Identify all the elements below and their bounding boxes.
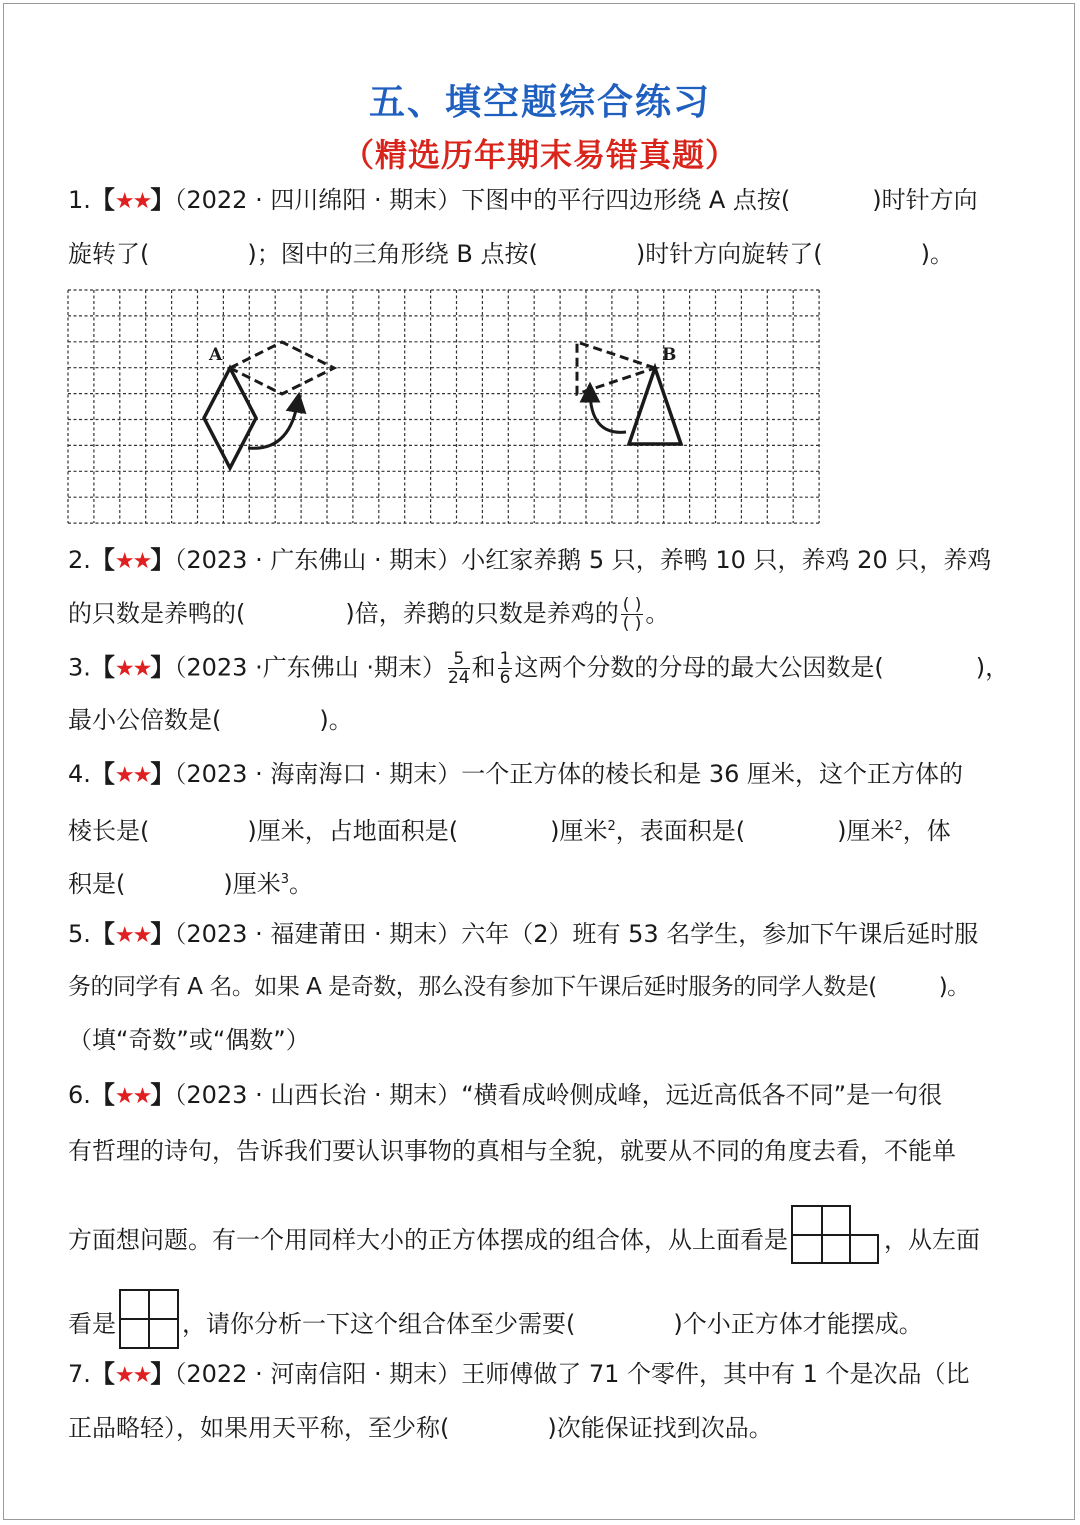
q3-and: 和 [471,653,496,682]
q2-text-a: 小红家养鹅 5 只，养鸭 10 只，养鸡 20 只，养鸡 [461,546,992,574]
q4-sup-2a: 2 [607,819,616,834]
q4-text-j: 。 [289,870,314,898]
q6-bracket-open: 【 [90,1081,115,1109]
q6-text-b: 有哲理的诗句，告诉我们要认识事物的真相与全貌，就要从不同的角度去看，不能单 [68,1137,956,1165]
dashed-grid [68,290,819,523]
q6-text-g: )个小正方体才能摆成。 [673,1310,923,1338]
q4-bracket-open: 【 [90,760,115,788]
q2-frac-numerator: ( ) [622,595,642,615]
q1-text-c: 旋转了( [68,240,150,268]
q2-text-d: 。 [645,599,670,628]
q6-difficulty-stars: ★★ [114,1084,151,1109]
q2-text-c: )倍，养鹅的只数是养鸡的 [345,599,619,628]
q2-bracket-open: 【 [90,546,115,574]
q5-text-d: （填“奇数”或“偶数”） [68,1026,310,1054]
q4-sup-2b: 2 [894,819,903,834]
point-b-label: B [662,345,677,365]
q6-text-f: ，请你分析一下这个组合体至少需要( [182,1310,576,1338]
q3-text-d: )。 [319,706,353,734]
q6-line2 [68,1134,956,1168]
q5-text-b: 务的同学有 A 名。如果 A 是奇数，那么没有参加下午课后延时服务的同学人数是( [68,974,877,1000]
q7-text-b: 正品略轻），如果用天平称，至少称( [68,1414,450,1442]
q5-text-c: )。 [938,974,970,1000]
q3-fraction-2 [498,650,513,687]
q1-source: （2022 · 四川绵阳 · 期末） [174,186,462,214]
q7-source: （2022 · 河南信阳 · 期末） [174,1360,462,1388]
q3-f1-num: 5 [448,650,470,669]
top-view-figure [790,1204,882,1266]
q6-line1 [68,1078,942,1114]
q7-bracket-close: 】 [150,1360,175,1388]
q4-line3 [68,863,313,901]
q1-bracket-open: 【 [90,186,115,214]
rotation-arrow-b [590,390,626,432]
q3-line2 [68,703,353,737]
q1-text-b: )时针方向 [872,186,978,214]
q6-number: 6. [68,1081,91,1109]
page-subtitle: （精选历年期末易错真题） [341,136,738,174]
q6-text-c: 方面想问题。有一个用同样大小的正方体摆成的组合体，从上面看是 [68,1226,788,1254]
q7-line1 [68,1357,970,1393]
q2-line1 [68,543,991,579]
q6-text-e: 看是 [68,1310,116,1338]
q7-text-a: 王师傅做了 71 个零件，其中有 1 个是次品（比 [461,1360,970,1388]
q4-text-h: 积是( [68,870,126,898]
q4-text-g: ，体 [902,817,951,845]
left-view-figure [118,1288,180,1350]
q4-bracket-close: 】 [150,760,175,788]
q1-number: 1. [68,186,91,214]
q3-f2-den: 6 [499,668,511,688]
q4-sup-3: 3 [280,872,290,887]
q7-text-c: )次能保证找到次品。 [547,1414,773,1442]
q1-text-a: 下图中的平行四边形绕 A 点按( [461,186,791,214]
q3-text-a: 这两个分数的分母的最大公因数是( [514,653,884,682]
q3-line1 [68,650,1009,687]
q3-f2-num: 1 [499,649,511,669]
q4-difficulty-stars: ★★ [114,763,151,788]
q2-line2 [68,596,669,633]
q6-source: （2023 · 山西长治 · 期末） [174,1081,462,1109]
rotation-arrow-a [248,400,298,448]
q2-bracket-close: 】 [150,546,175,574]
q5-bracket-open: 【 [90,920,115,948]
q3-fraction-1 [448,650,470,687]
q1-text-f: )。 [920,240,954,268]
q3-number: 3. [68,653,91,682]
q2-number: 2. [68,546,91,574]
q6-line3 [68,1204,980,1266]
q4-text-b: 棱长是( [68,817,150,845]
triangle-rotated [577,342,655,394]
q6-bracket-close: 】 [150,1081,175,1109]
q3-text-b: )， [975,653,1010,682]
q5-text-a: 六年（2）班有 53 名学生，参加下午课后延时服 [461,920,979,948]
q1-difficulty-stars: ★★ [114,189,151,214]
q4-text-d: )厘米 [550,817,608,845]
q5-bracket-close: 】 [150,920,175,948]
q4-text-c: )厘米，占地面积是( [247,817,459,845]
q4-source: （2023 · 海南海口 · 期末） [174,760,462,788]
rhombus-original [204,368,256,468]
q1-text-e: )时针方向旋转了( [635,240,823,268]
q7-number: 7. [68,1360,91,1388]
q4-text-i: )厘米 [223,870,281,898]
q1-rotation-figure [60,282,830,532]
q3-difficulty-stars: ★★ [114,656,151,682]
q7-line2 [68,1411,773,1445]
q4-line2 [68,810,951,848]
q2-fraction-blank[interactable] [621,596,644,633]
q7-bracket-open: 【 [90,1360,115,1388]
q5-line2 [68,970,970,1004]
q3-bracket-close: 】 [150,653,175,682]
q6-line4 [68,1288,923,1350]
page-title: 五、填空题综合练习 [368,82,711,123]
q7-difficulty-stars: ★★ [114,1363,151,1388]
q1-text-d: )；图中的三角形绕 B 点按( [247,240,538,268]
q4-text-f: )厘米 [837,817,895,845]
q3-text-c: 最小公倍数是( [68,706,222,734]
q3-source: （2023 ·广东佛山 ·期末） [174,653,446,682]
q4-text-a: 一个正方体的棱长和是 36 厘米，这个正方体的 [461,760,964,788]
q5-number: 5. [68,920,91,948]
q2-text-b: 的只数是养鸭的( [68,599,246,628]
q4-number: 4. [68,760,91,788]
q1-bracket-close: 】 [150,186,175,214]
q4-line1 [68,757,963,793]
q1-line1 [68,183,978,219]
point-a-label: A [209,345,223,365]
q3-f1-den: 24 [447,668,470,688]
q5-line3 [68,1023,310,1057]
q6-text-d: ，从左面 [884,1226,980,1254]
q1-line2 [68,237,954,271]
triangle-original [629,368,681,444]
q5-source: （2023 · 福建莆田 · 期末） [174,920,462,948]
q2-frac-denominator: ( ) [622,614,642,634]
q5-line1 [68,917,978,953]
q4-text-e: ，表面积是( [615,817,746,845]
q2-source: （2023 · 广东佛山 · 期末） [174,546,462,574]
q5-difficulty-stars: ★★ [114,923,151,948]
q3-bracket-open: 【 [90,653,115,682]
q6-text-a: “横看成岭侧成峰，远近高低各不同”是一句很 [461,1081,943,1109]
q2-difficulty-stars: ★★ [114,549,151,574]
